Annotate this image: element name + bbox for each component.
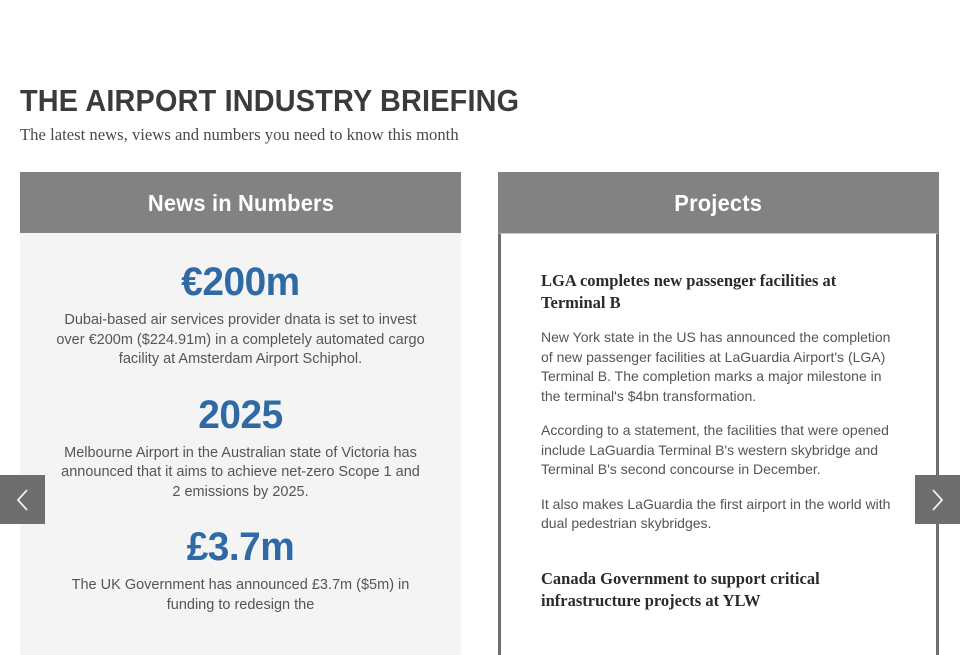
stat-item: [56, 259, 425, 370]
page-title: THE AIRPORT INDUSTRY BRIEFING: [20, 83, 520, 118]
article-paragraph: New York state in the US has announced the completion of new passenger facilities at LaGuardia Airport's (LGA) Terminal B. The completion marks a major milestone in the terminal's $4bn transformation.: [541, 329, 891, 404]
chevron-left-icon: [15, 488, 30, 512]
card-news-in-numbers: [20, 172, 461, 655]
card-body-projects: [498, 233, 939, 655]
stat-value: €200m: [181, 260, 300, 304]
article-title[interactable]: LGA completes new passenger facilities at Terminal B: [541, 271, 837, 312]
card-header-label: Projects: [674, 189, 763, 216]
carousel-next-button[interactable]: [915, 475, 960, 524]
carousel-prev-button[interactable]: [0, 475, 45, 524]
carousel: [0, 172, 960, 655]
chevron-right-icon: [930, 488, 945, 512]
card-header-news-in-numbers: [20, 172, 461, 233]
stat-description: Melbourne Airport in the Australian state of Victoria has announced that it aims to achieve net-zero Scope 1 and 2 emissions by 2025.: [61, 444, 420, 500]
masthead: [20, 82, 920, 146]
stat-item: [56, 392, 425, 503]
article-paragraph: According to a statement, the facilities that were opened include LaGuardia Terminal B's western skybridge and Terminal B's second concourse in December.: [541, 422, 889, 477]
card-header-label: News in Numbers: [147, 189, 334, 216]
stat-item: [56, 524, 425, 615]
stat-value: £3.7m: [186, 525, 295, 569]
stat-description: The UK Government has announced £3.7m ($5m) in funding to redesign the: [71, 577, 410, 613]
card-projects: [498, 172, 939, 655]
article-title[interactable]: Canada Government to support critical infrastructure projects at YLW: [541, 568, 820, 610]
card-header-projects: [498, 172, 939, 233]
page-subtitle: The latest news, views and numbers you need to know this month: [20, 125, 459, 144]
stat-value: 2025: [198, 392, 283, 437]
stat-description: Dubai-based air services provider dnata is set to invest over €200m ($224.91m) in a completely automated cargo facility at Amsterdam Airport Schiphol.: [56, 312, 425, 367]
card-body-news-in-numbers: [20, 233, 461, 655]
article-paragraph: It also makes LaGuardia the first airport in the world with dual pedestrian skybridges.: [541, 495, 891, 531]
